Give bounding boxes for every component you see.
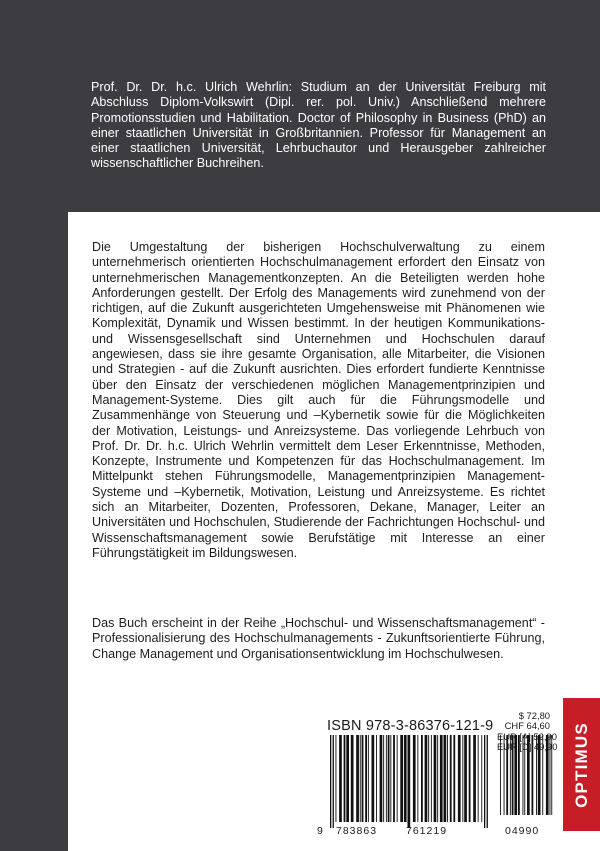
isbn-label: ISBN 978-3-86376-121-9 (327, 718, 494, 734)
barcode-bar (336, 735, 337, 822)
barcode-bar (425, 735, 428, 822)
barcode-bar (473, 735, 476, 822)
barcode-bar (386, 735, 387, 822)
barcode-bar (400, 735, 403, 822)
barcode-bar (339, 735, 342, 822)
barcode-bar (346, 735, 349, 822)
barcode-bar (481, 735, 482, 822)
price-list (497, 710, 558, 752)
barcode-left-digits: 783863 (336, 825, 378, 837)
barcode-bar (417, 735, 418, 822)
barcode-bar (388, 735, 390, 822)
barcode-bar (397, 735, 398, 822)
barcode-bar (356, 735, 359, 822)
publisher-logo (563, 698, 600, 831)
barcode-bar (351, 735, 354, 822)
barcode-bar (478, 735, 479, 822)
barcode-bar (380, 735, 383, 822)
barcode-bar (444, 735, 447, 822)
barcode-bar (368, 735, 369, 822)
barcode-bar (462, 735, 463, 822)
barcode-bar (434, 735, 437, 822)
barcode-bar (393, 735, 395, 822)
barcode-first-digit: 9 (317, 825, 324, 837)
publisher-name: OPTIMUS (571, 721, 591, 808)
author-bio: Prof. Dr. Dr. h.c. Ulrich Wehrlin: Studium an der Universität Freiburg mit Abschluss Diplom-Volkswirt (Dipl. rer. pol. Univ.) Anschließend mehrere Promotionsstudien und Habilitation. Doctor of Philosophy in Business (PhD) an einer staatlichen Universität in Großbritannien. Professor für Management an einer staatlichen Universität, Lehrbuchautor und Herausgeber zahlreicher wissenschaftlicher Buchreihen. (91, 80, 546, 171)
barcode-bar (431, 735, 432, 822)
barcode-bar (372, 735, 375, 822)
barcode-bar (484, 735, 485, 828)
barcode-bar (450, 735, 452, 822)
barcode-bar (469, 735, 471, 822)
barcode-bar (362, 735, 364, 822)
barcode-bar (421, 735, 423, 822)
barcode-bar (404, 735, 407, 822)
barcode-bar (330, 735, 331, 828)
barcode-bar (464, 735, 467, 822)
price-eur-a: EUR [A] 52,90 (497, 730, 557, 742)
barcode-bar (437, 735, 438, 822)
barcode-bar (333, 735, 334, 828)
blurb-paragraph-2: Das Buch erscheint in der Reihe „Hochschul- und Wissenschaftsmanagement“ - Professionalisierung des Hochschulmanagements - Zukunftsorientierte Führung, Change Management und Organisationsentwicklung im Hochschulwesen. (92, 616, 545, 661)
barcode-bar (408, 735, 411, 828)
barcode-bar (344, 735, 346, 822)
barcode-bar (440, 735, 443, 822)
barcode-bar (365, 735, 367, 822)
barcode-bar (447, 735, 448, 822)
barcode-bar (383, 735, 384, 822)
price-usd: $ 72,80 (518, 710, 550, 721)
barcode-bar (458, 735, 461, 822)
barcode-right-digits: 761219 (406, 825, 448, 837)
blurb-paragraph-1: Die Umgestaltung der bisherigen Hochschulverwaltung zu einem unternehmerisch orientierten Hochschulmanagement erfordert den Einsatz von unternehmerischen Managementkonzepten. An die Beteiligten werden hohe Anforderungen gestellt. Der Erfolg des Managements wird zunehmend von der richtigen, auf die Zukunft ausgerichteten Umgehensweise mit Phänomenen wie Komplexität, Dynamik und Wissen bestimmt. In der heutigen Kommunikations- und Wissensgesellschaft sind Unternehmen und Hochschulen darauf angewiesen, dass sie ihre gesamte Organisation, alle Mitarbeiter, die Visionen und Strategien - auf die Zukunft ausrichten. Dies erfordert fundierte Kenntnisse über den Einsatz der verschiedenen möglichen Managementprinzipien und Management-Systeme. Dies gilt auch für die Führungsmodelle und Zusammenhänge von Steuerung und –Kybernetik sowie für die Möglichkeiten der Motivation, Leistungs- und Anreizsysteme. Das vorliegende Lehrbuch von Prof. Dr. Dr. h.c. Ulrich Wehrlin vermittelt dem Leser Erkenntnisse, Methoden, Konzepte, Instrumente und Kompetenzen für das Hochschulmanagement. Im Mittelpunkt stehen Führungsmodelle, Managementprinzipien Management-Systeme und –Kybernetik, Motivation, Leistung und Anreizsysteme. Es richtet sich an Mitarbeiter, Dozenten, Professoren, Dekane, Manager, Leiter an Universitäten und Hochschulen, Studierende der Fachrichtungen Hochschul- und Wissenschaftsmanagement sowie Berufstätige mit Interesse an einer Führungstätigkeit im Bildungswesen. (92, 240, 545, 560)
barcode-bar (487, 735, 488, 828)
price-chf: CHF 64,60 (504, 720, 550, 732)
barcode-bar (360, 735, 361, 822)
barcode-bar (390, 735, 391, 822)
price-eur-d: EUR [D] 49,90 (497, 740, 558, 752)
barcode-addon-digits: 04990 (505, 825, 540, 837)
barcode-bar (376, 735, 377, 822)
barcode-bar (428, 735, 429, 822)
barcode-bar (413, 735, 416, 822)
barcode-bar (453, 735, 455, 822)
